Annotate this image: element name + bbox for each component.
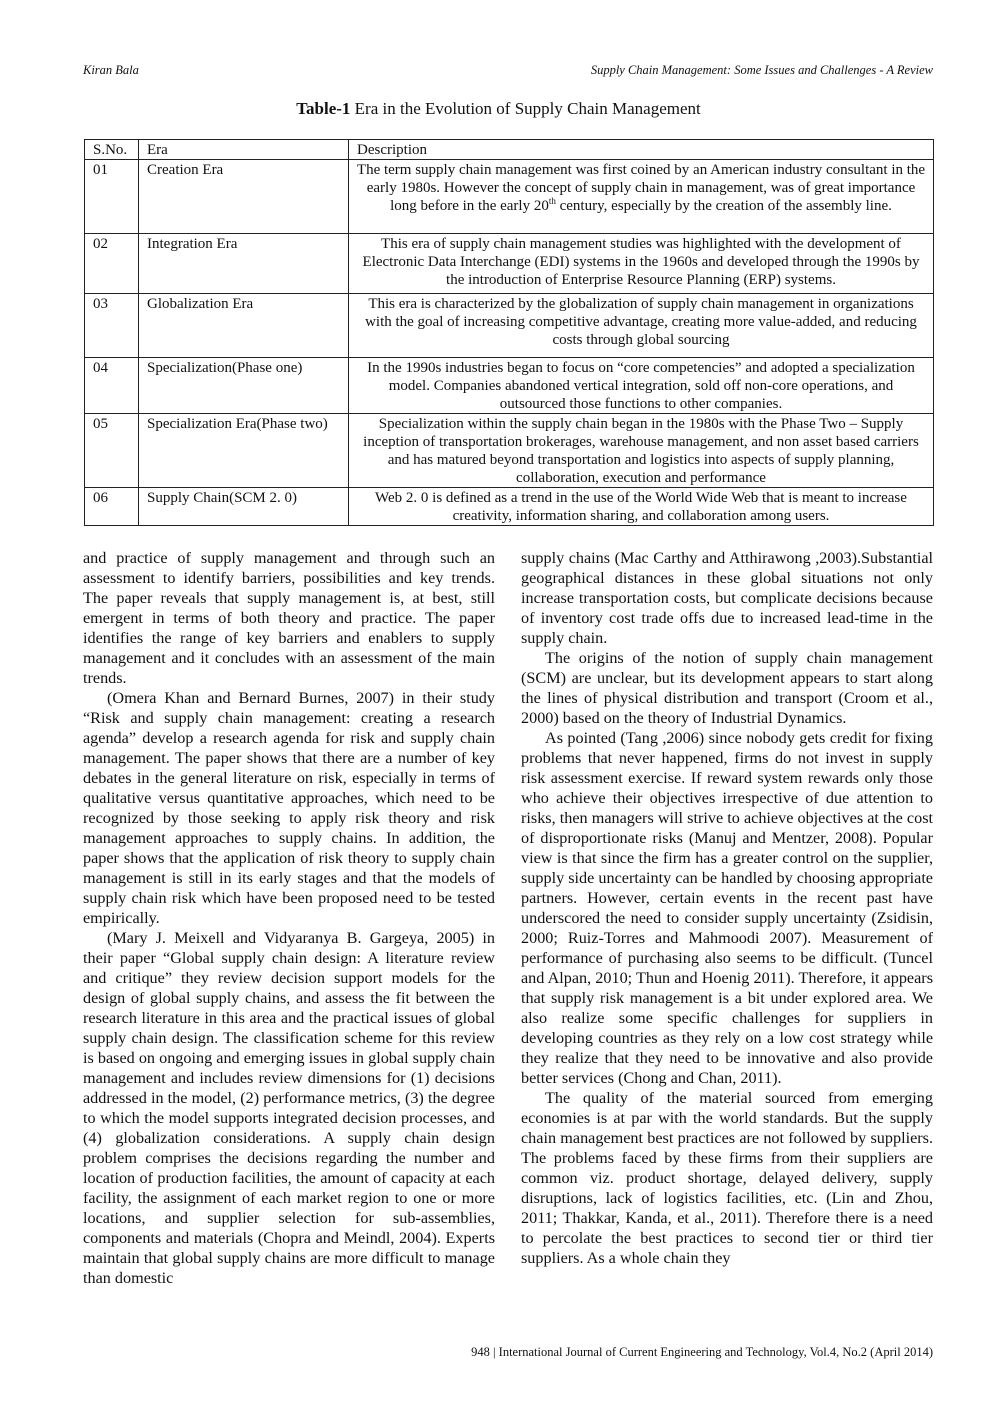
header-description: Description [349,140,934,160]
table-caption-text: Era in the Evolution of Supply Chain Management [350,99,701,118]
page-footer: 948 | International Journal of Current Engineering and Technology, Vol.4, No.2 (April 2014) [471,1345,933,1359]
cell-description: Web 2. 0 is defined as a trend in the use of the World Wide Web that is meant to increase creativity, information sharing, and collaboration among users. [349,488,934,526]
right-column [521,548,933,1268]
left-column [83,548,495,1288]
cell-sno: 03 [85,294,139,358]
superscript: th [548,196,556,206]
cell-description [349,160,934,234]
cell-era: Globalization Era [139,294,349,358]
cell-sno: 01 [85,160,139,234]
cell-era: Creation Era [139,160,349,234]
table-caption [0,99,997,119]
header-era: Era [139,140,349,160]
running-header-title: Supply Chain Management: Some Issues and Challenges - A Review [590,63,933,77]
cell-description: This era is characterized by the globalization of supply chain management in organizations with the goal of increasing competitive advantage, creating more value-added, and reducing costs through global sourcing [349,294,934,358]
cell-era: Specialization(Phase one) [139,358,349,414]
cell-description: In the 1990s industries began to focus on “core competencies” and adopted a specialization model. Companies abandoned vertical integration, sold off non-core operations, and outsourced those functions to other companies. [349,358,934,414]
table-row [85,358,934,414]
desc-text: century, especially by the creation of the assembly line. [555,198,892,214]
paragraph: and practice of supply management and through such an assessment to identify barriers, possibilities and key trends. The paper reveals that supply management is, at best, still emergent in terms of both theory and practice. The paper identifies the range of key barriers and enablers to supply management and it concludes with an assessment of the main trends. [83,549,495,687]
paragraph: The quality of the material sourced from emerging economies is at par with the world standards. But the supply chain management best practices are not followed by suppliers. The problems faced by these firms from their suppliers are common viz. product shortage, delayed delivery, supply disruptions, lack of logistics facilities, etc. (Lin and Zhou, 2011; Thakkar, Kanda, et al., 2011). Therefore there is a need to percolate the best practices to second tier or third tier suppliers. As a whole chain they [521,1089,933,1267]
paragraph: (Omera Khan and Bernard Burnes, 2007) in their study “Risk and supply chain management: creating a research agenda” develop a research agenda for risk and supply chain management. The paper shows that there are a number of key debates in the general literature on risk, especially in terms of qualitative versus quantitative approaches, which need to be recognized by those seeking to apply risk theory and risk management approaches to supply chains. In addition, the paper shows that the application of risk theory to supply chain management is still in its early stages and that the models of supply chain risk which have been proposed need to be tested empirically. [83,689,495,927]
cell-era: Specialization Era(Phase two) [139,414,349,488]
paragraph: As pointed (Tang ,2006) since nobody gets credit for fixing problems that never happened, firms do not invest in supply risk assessment exercise. If reward system rewards only those who achieve their objectives irrespective of due attention to risks, then managers will strive to achieve objectives at the cost of disproportionate risks (Manuj and Mentzer, 2008). Popular view is that since the firm has a greater control on the supplier, supply side uncertainty can be handled by choosing appropriate partners. However, certain events in the recent past have underscored the need to consider supply uncertainty (Zsidisin, 2000; Ruiz-Torres and Mahmoodi 2007). Measurement of performance of purchasing also seems to be difficult. (Tuncel and Alpan, 2010; Thun and Hoenig 2011). Therefore, it appears that supply risk management is a bit under explored area. We also realize some specific challenges for suppliers in developing countries as they rely on a low cost strategy while they realize that they need to be innovative and also provide better services (Chong and Chan, 2011). [521,729,933,1087]
cell-era: Integration Era [139,234,349,294]
paragraph: supply chains (Mac Carthy and Atthirawong ,2003).Substantial geographical distances in these global situations not only increase transportation costs, but complicate decisions because of inventory cost trade offs due to increased lead-time in the supply chain. [521,549,933,647]
table-row [85,160,934,234]
header-sno: S.No. [85,140,139,160]
desc-text: The term supply chain management was first coined by an American industry consultant in the early 1980s. However the concept of supply chain in management, was of great importance long before in the early 20 [356,162,926,214]
cell-description: This era of supply chain management studies was highlighted with the development of Electronic Data Interchange (EDI) systems in the 1960s and developed through the 1990s by the introduction of Enterprise Resource Planning (ERP) systems. [349,234,934,294]
paragraph: (Mary J. Meixell and Vidyaranya B. Gargeya, 2005) in their paper “Global supply chain design: A literature review and critique” they review decision support models for the design of global supply chains, and assess the fit between the research literature in this area and the practical issues of global supply chain design. The classification scheme for this review is based on ongoing and emerging issues in global supply chain management and includes review dimensions for (1) decisions addressed in the model, (2) performance metrics, (3) the degree to which the model supports integrated decision processes, and (4) globalization considerations. A supply chain design problem comprises the decisions regarding the number and location of production facilities, the amount of capacity at each facility, the assignment of each market region to one or more locations, and supplier selection for sub-assemblies, components and materials (Chopra and Meindl, 2004). Experts maintain that global supply chains are more difficult to manage than domestic [83,929,495,1287]
era-table [84,139,934,526]
table-label: Table-1 [296,99,351,118]
table-row [85,234,934,294]
running-header-author: Kiran Bala [83,63,139,77]
table-row [85,414,934,488]
table-row [85,294,934,358]
table-row [85,488,934,526]
cell-description: Specialization within the supply chain began in the 1980s with the Phase Two – Supply inception of transportation brokerages, warehouse management, and non asset based carriers and has matured beyond transportation and logistics into aspects of supply planning, collaboration, execution and performance [349,414,934,488]
cell-sno: 05 [85,414,139,488]
cell-sno: 02 [85,234,139,294]
paragraph: The origins of the notion of supply chain management (SCM) are unclear, but its development appears to start along the lines of physical distribution and transport (Croom et al., 2000) based on the theory of Industrial Dynamics. [521,649,933,727]
cell-sno: 04 [85,358,139,414]
table-header-row [85,140,934,160]
cell-sno: 06 [85,488,139,526]
cell-era: Supply Chain(SCM 2. 0) [139,488,349,526]
